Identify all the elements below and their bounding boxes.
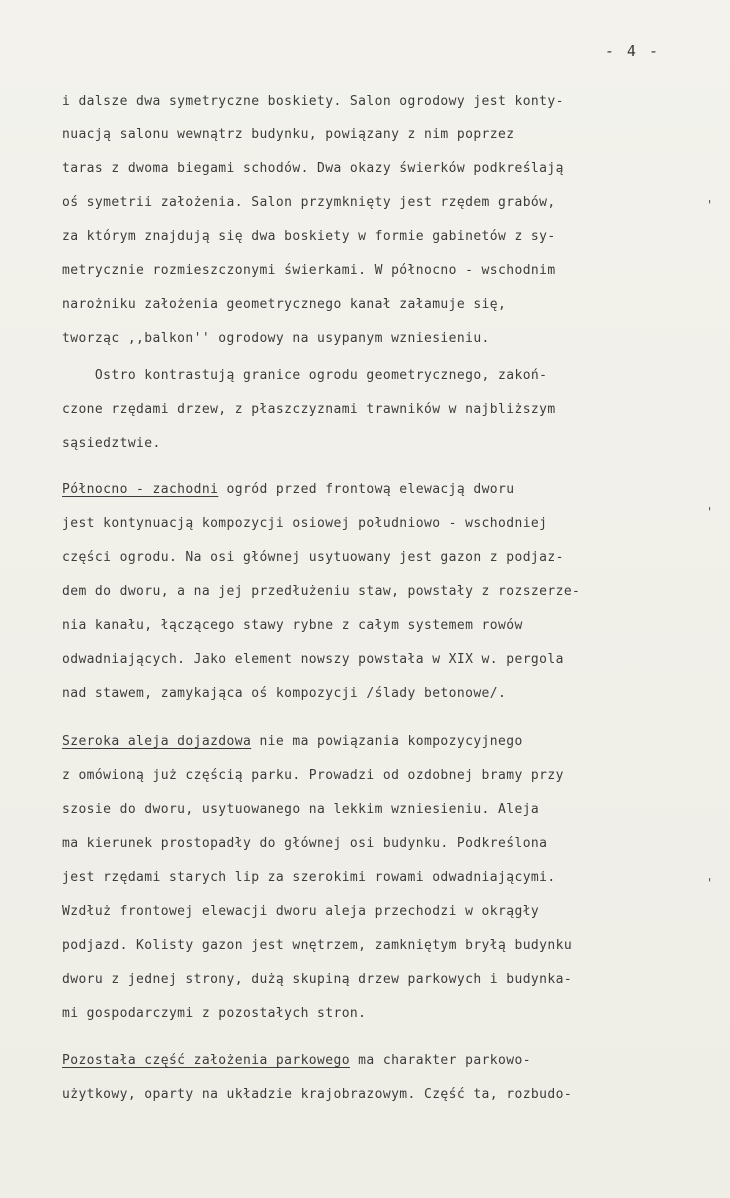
- margin-speck: ': [706, 876, 714, 890]
- text-line: z omówioną już częścią parku. Prowadzi od ozdobnej bramy przy: [62, 768, 564, 783]
- text-line: Wzdłuż frontowej elewacji dworu aleja przechodzi w okrągły: [62, 904, 540, 919]
- text-line: jest rzędami starych lip za szerokimi rowami odwadniającymi.: [62, 870, 556, 885]
- margin-speck: ': [706, 505, 714, 519]
- text-line: sąsiedztwie.: [62, 436, 161, 451]
- text-line: i dalsze dwa symetryczne boskiety. Salon ogrodowy jest konty-: [62, 94, 564, 109]
- section-heading: Szeroka aleja dojazdowa: [62, 734, 252, 749]
- text-line-rest: ma charakter parkowo-: [349, 1053, 531, 1068]
- text-line: oś symetrii założenia. Salon przymknięty jest rzędem grabów,: [62, 195, 556, 210]
- text-line: nad stawem, zamykająca oś kompozycji /ślady betonowe/.: [62, 686, 507, 701]
- text-line: odwadniających. Jako element nowszy powstała w XIX w. pergola: [62, 652, 564, 667]
- text-line: [62, 1052, 531, 1070]
- text-line: podjazd. Kolisty gazon jest wnętrzem, zamkniętym bryłą budynku: [62, 938, 573, 953]
- text-line: [62, 733, 523, 751]
- text-line: dem do dworu, a na jej przedłużeniu staw, powstały z rozszerze-: [62, 584, 581, 599]
- text-line: nuacją salonu wewnątrz budynku, powiązany z nim poprzez: [62, 127, 515, 142]
- text-line: szosie do dworu, usytuowanego na lekkim wzniesieniu. Aleja: [62, 802, 540, 817]
- text-line: czone rzędami drzew, z płaszczyznami trawników w najbliższym: [62, 402, 556, 417]
- section-heading: Północno - zachodni: [62, 482, 219, 497]
- text-line: użytkowy, oparty na układzie krajobrazowym. Część ta, rozbudo-: [62, 1087, 573, 1102]
- text-line: tworząc ,,balkon'' ogrodowy na usypanym wzniesieniu.: [62, 331, 490, 346]
- text-line: jest kontynuacją kompozycji osiowej południowo - wschodniej: [62, 516, 548, 531]
- margin-speck: ': [706, 198, 714, 212]
- text-line: taras z dwoma biegami schodów. Dwa okazy świerków podkreślają: [62, 161, 564, 176]
- text-line: narożniku założenia geometrycznego kanał załamuje się,: [62, 297, 507, 312]
- text-line: metrycznie rozmieszczonymi świerkami. W północno - wschodnim: [62, 263, 556, 278]
- section-heading: Pozostała część założenia parkowego: [62, 1053, 350, 1068]
- text-line-rest: ogród przed frontową elewacją dworu: [218, 482, 515, 497]
- text-line: mi gospodarczymi z pozostałych stron.: [62, 1006, 367, 1021]
- text-line: dworu z jednej strony, dużą skupiną drzew parkowych i budynka-: [62, 972, 573, 987]
- text-line: Ostro kontrastują granice ogrodu geometrycznego, zakoń-: [62, 368, 548, 383]
- text-line: części ogrodu. Na osi głównej usytuowany jest gazon z podjaz-: [62, 550, 564, 565]
- page-number: - 4 -: [604, 42, 660, 60]
- text-line: ma kierunek prostopadły do głównej osi budynku. Podkreślona: [62, 836, 548, 851]
- text-line: [62, 481, 514, 499]
- text-line-rest: nie ma powiązania kompozycyjnego: [251, 734, 523, 749]
- text-line: za którym znajdują się dwa boskiety w formie gabinetów z sy-: [62, 229, 556, 244]
- text-line: nia kanału, łączącego stawy rybne z całym systemem rowów: [62, 618, 523, 633]
